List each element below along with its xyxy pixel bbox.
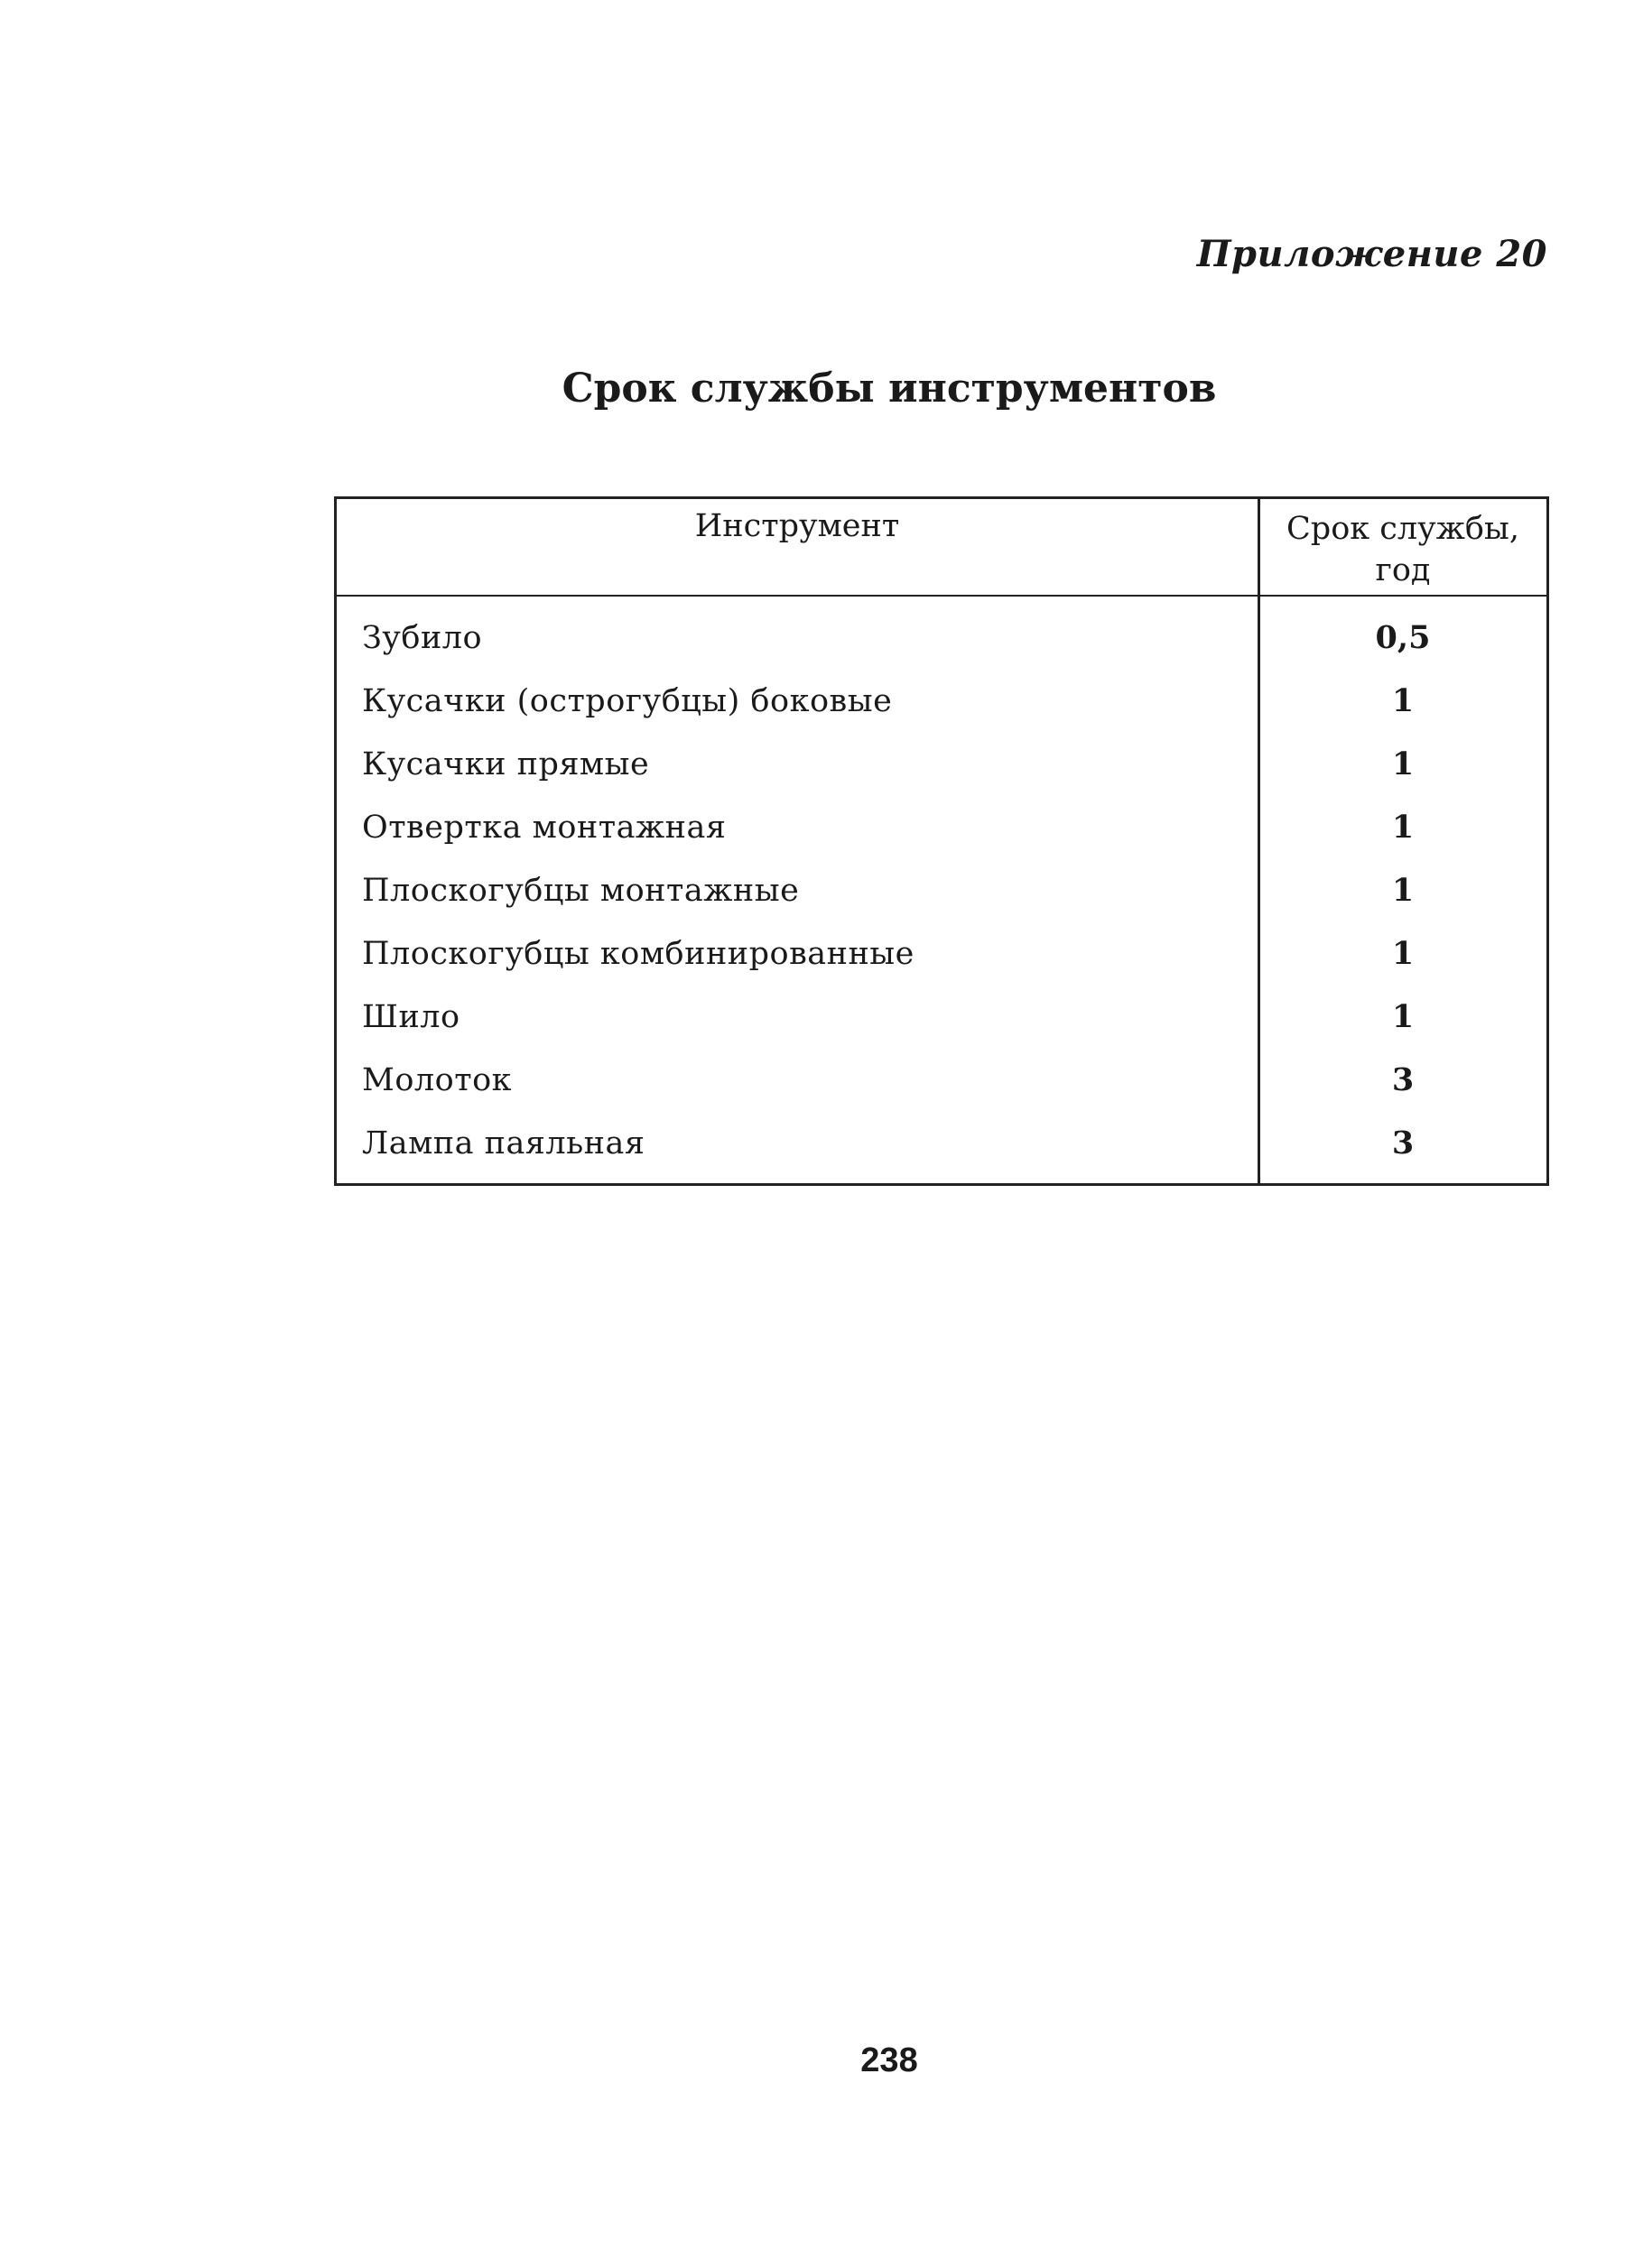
appendix-label: Приложение 20	[1196, 233, 1547, 275]
service-life-value: 1	[1391, 998, 1415, 1035]
table-row	[337, 864, 1546, 927]
service-life-value: 3	[1391, 1061, 1415, 1098]
table-row	[337, 1053, 1546, 1116]
instrument-name: Кусачки (острогубцы) боковые	[362, 683, 893, 719]
instrument-name: Лампа паяльная	[362, 1125, 645, 1162]
instrument-name: Зубило	[362, 620, 483, 656]
table-row	[337, 1116, 1546, 1180]
page-title: Срок службы инструментов	[562, 366, 1217, 412]
table-row	[337, 737, 1546, 801]
service-life-value: 0,5	[1375, 619, 1431, 656]
instrument-name: Плоскогубцы комбинированные	[362, 936, 914, 972]
instrument-name: Шило	[362, 999, 460, 1035]
table-row	[337, 801, 1546, 864]
page-number: 238	[860, 2041, 918, 2079]
service-life-value: 1	[1391, 745, 1415, 782]
service-life-value: 1	[1391, 872, 1415, 909]
table-row	[337, 674, 1546, 737]
table-row	[337, 611, 1546, 674]
header-instrument: Инструмент	[694, 508, 900, 544]
instrument-name: Плоскогубцы монтажные	[362, 873, 800, 909]
tool-life-table	[334, 496, 1549, 1186]
service-life-value: 1	[1391, 809, 1415, 846]
service-life-value: 3	[1391, 1125, 1415, 1162]
table-body	[337, 611, 1546, 1180]
header-service-life-line1: Срок службы,	[1286, 511, 1519, 547]
service-life-value: 1	[1391, 935, 1415, 972]
header-service-life-line2: год	[1375, 552, 1431, 588]
header-divider	[337, 595, 1546, 597]
table-row	[337, 927, 1546, 990]
table-row	[337, 990, 1546, 1053]
instrument-name: Молоток	[362, 1062, 513, 1098]
header-service-life	[1259, 508, 1546, 591]
instrument-name: Кусачки прямые	[362, 746, 650, 782]
instrument-name: Отвертка монтажная	[362, 810, 727, 846]
service-life-value: 1	[1391, 682, 1415, 719]
